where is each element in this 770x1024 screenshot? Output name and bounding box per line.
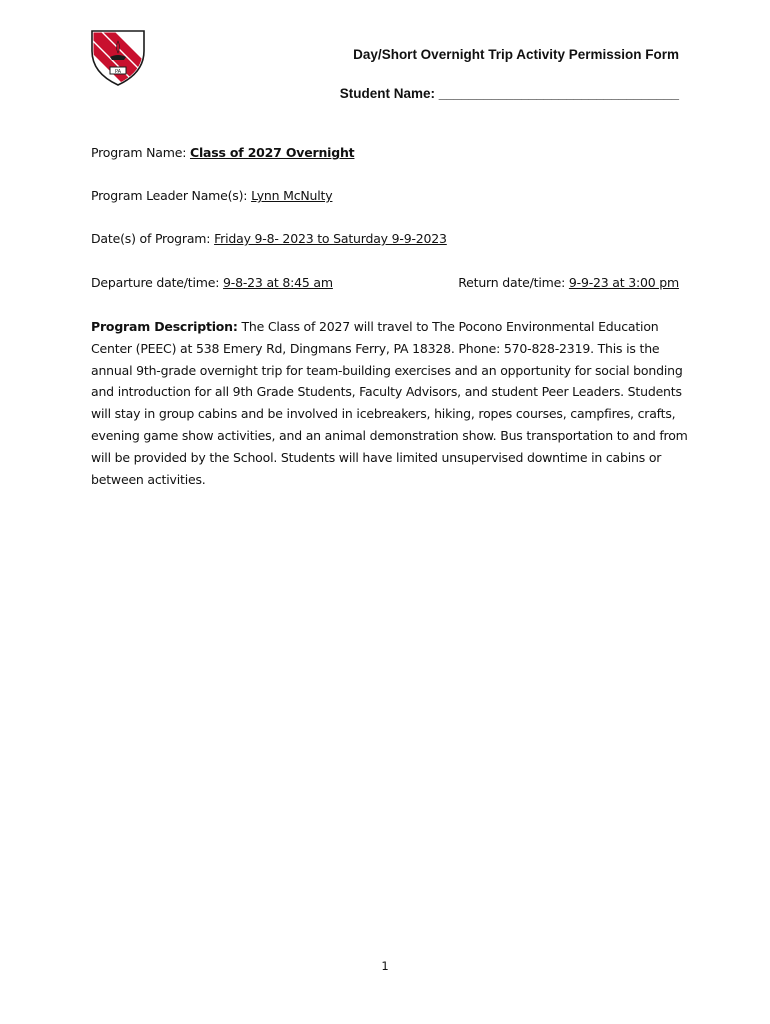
departure-value: 9-8-23 at 8:45 am xyxy=(223,275,333,290)
form-title: Day/Short Overnight Trip Activity Permission Form xyxy=(353,47,679,62)
student-name-label: Student Name: xyxy=(339,86,435,101)
program-leader-label: Program Leader Name(s): xyxy=(91,188,248,203)
departure-field xyxy=(91,275,361,290)
program-description xyxy=(91,316,691,490)
program-dates-value: Friday 9-8- 2023 to Saturday 9-9-2023 xyxy=(214,231,447,246)
student-name-line xyxy=(340,86,679,101)
program-description-text: The Class of 2027 will travel to The Pocono Environmental Education Center (PEEC) at 538 Emery Rd, Dingmans Ferry, PA 18328. Phone: 570-828-2319. This is the annual 9th-grade overnight trip for team-building exercises and an opportunity for social bonding and introduction for all 9th Grade Students, Faculty Advisors, and student Peer Leaders. Students will stay in group cabins and be involved in icebreakers, hiking, ropes courses, campfires, crafts, evening game show activities, and an animal demonstration show. Bus transportation to and from will be provided by the School. Students will have limited unsupervised downtime in cabins or between activities. xyxy=(91,319,688,487)
return-label: Return date/time: xyxy=(458,275,566,290)
return-value: 9-9-23 at 3:00 pm xyxy=(568,275,679,290)
program-leader-field xyxy=(91,188,332,203)
program-name-field xyxy=(91,145,354,160)
program-dates-field xyxy=(91,231,447,246)
page-number: 1 xyxy=(381,959,389,973)
program-name-label: Program Name: xyxy=(91,145,187,160)
student-name-blank[interactable]: ________________________________ xyxy=(438,86,679,101)
school-crest-logo xyxy=(88,27,148,87)
program-dates-label: Date(s) of Program: xyxy=(91,231,211,246)
program-leader-value: Lynn McNulty xyxy=(251,188,333,203)
return-field xyxy=(458,275,679,290)
program-name-value: Class of 2027 Overnight xyxy=(189,145,355,160)
program-description-label: Program Description: xyxy=(91,319,238,334)
svg-text:PA: PA xyxy=(114,69,122,75)
departure-label: Departure date/time: xyxy=(91,275,220,290)
